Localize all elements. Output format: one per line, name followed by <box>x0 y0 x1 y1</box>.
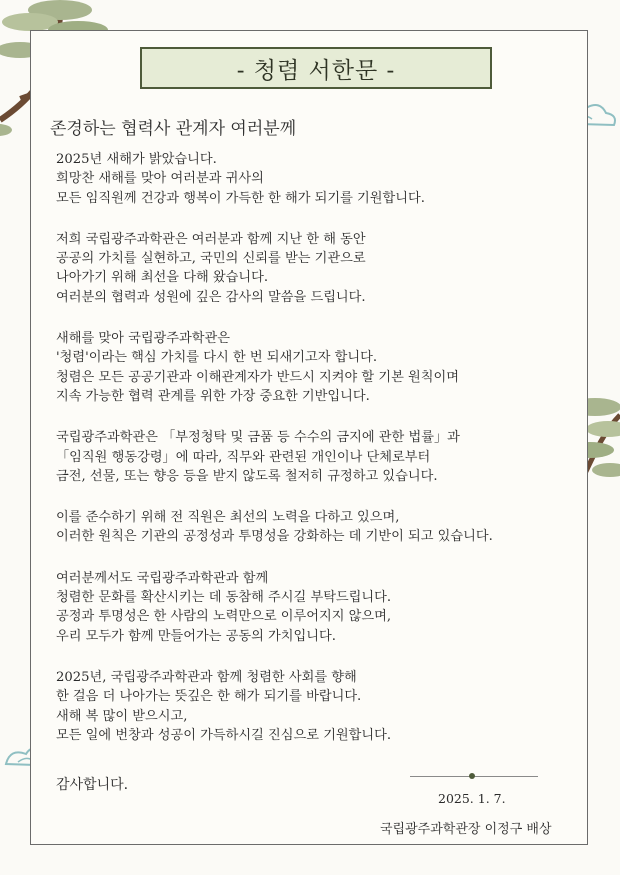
text-line: 저희 국립광주과학관은 여러분과 함께 지난 한 해 동안 <box>56 231 366 247</box>
text-line: 희망찬 새해를 맞아 여러분과 귀사의 <box>56 171 264 187</box>
text-line: 이를 준수하기 위해 전 직원은 최선의 노력을 다하고 있으며, <box>56 510 400 526</box>
paragraph <box>56 668 586 745</box>
text-line: 새해 복 많이 받으시고, <box>56 708 188 724</box>
text-line: 금전, 선물, 또는 향응 등을 받지 않도록 철저히 규정하고 있습니다. <box>56 468 438 484</box>
text-line: 지속 가능한 협력 관계를 위한 가장 중요한 기반입니다. <box>56 388 370 404</box>
text-line: 우리 모두가 함께 만들어가는 공동의 가치입니다. <box>56 628 336 644</box>
text-line: 모든 일에 번창과 성공이 가득하시길 진심으로 기원합니다. <box>56 727 392 743</box>
paragraph <box>56 329 586 406</box>
greeting: 존경하는 협력사 관계자 여러분께 <box>50 119 297 139</box>
text-line: 공정과 투명성은 한 사람의 노력만으로 이루어지지 않으며, <box>56 609 392 625</box>
letter-body <box>56 150 586 767</box>
text-line: 나아가기 위해 최선을 다해 왔습니다. <box>56 270 269 286</box>
divider-dot-icon <box>469 773 475 779</box>
text-line: 2025년, 국립광주과학관과 함께 청렴한 사회를 향해 <box>56 669 357 685</box>
text-line: 국립광주과학관은 「부정청탁 및 금품 등 수수의 금지에 관한 법률」과 <box>56 430 460 446</box>
paragraph <box>56 150 586 208</box>
paragraph <box>56 230 586 307</box>
text-line: 청렴은 모든 공공기관과 이해관계자가 반드시 지켜야 할 기본 원칙이며 <box>56 369 459 385</box>
paragraph <box>56 508 586 547</box>
text-line: '청렴'이라는 핵심 가치를 다시 한 번 되새기고자 합니다. <box>56 350 378 366</box>
text-line: 청렴한 문화를 확산시키는 데 동참해 주시길 부탁드립니다. <box>56 590 392 606</box>
text-line: 모든 임직원께 건강과 행복이 가득한 한 해가 되기를 기원합니다. <box>56 190 425 206</box>
closing-text: 감사합니다. <box>56 777 129 793</box>
text-line: 한 걸음 더 나아가는 뜻깊은 한 해가 되기를 바랍니다. <box>56 689 362 705</box>
text-line: 여러분께서도 국립광주과학관과 함께 <box>56 570 269 586</box>
signature: 국립광주과학관장 이정구 배상 <box>380 822 552 837</box>
letter-title <box>140 47 492 89</box>
text-line: 「임직원 행동강령」에 따라, 직무와 관련된 개인이나 단체로부터 <box>56 449 431 465</box>
text-line: 공공의 가치를 실현하고, 국민의 신뢰를 받는 기관으로 <box>56 251 366 267</box>
text-line: 2025년 새해가 밝았습니다. <box>56 152 217 167</box>
text-line: 여러분의 협력과 성원에 깊은 감사의 말씀을 드립니다. <box>56 289 366 305</box>
paragraph <box>56 569 586 646</box>
text-line: 이러한 원칙은 기관의 공정성과 투명성을 강화하는 데 기반이 되고 있습니다. <box>56 529 493 545</box>
letter-title-text: - 청렴 서한문 - <box>236 57 396 84</box>
paragraph <box>56 428 586 486</box>
letter-date: 2025. 1. 7. <box>438 791 506 806</box>
text-line: 새해를 맞아 국립광주과학관은 <box>56 331 230 347</box>
